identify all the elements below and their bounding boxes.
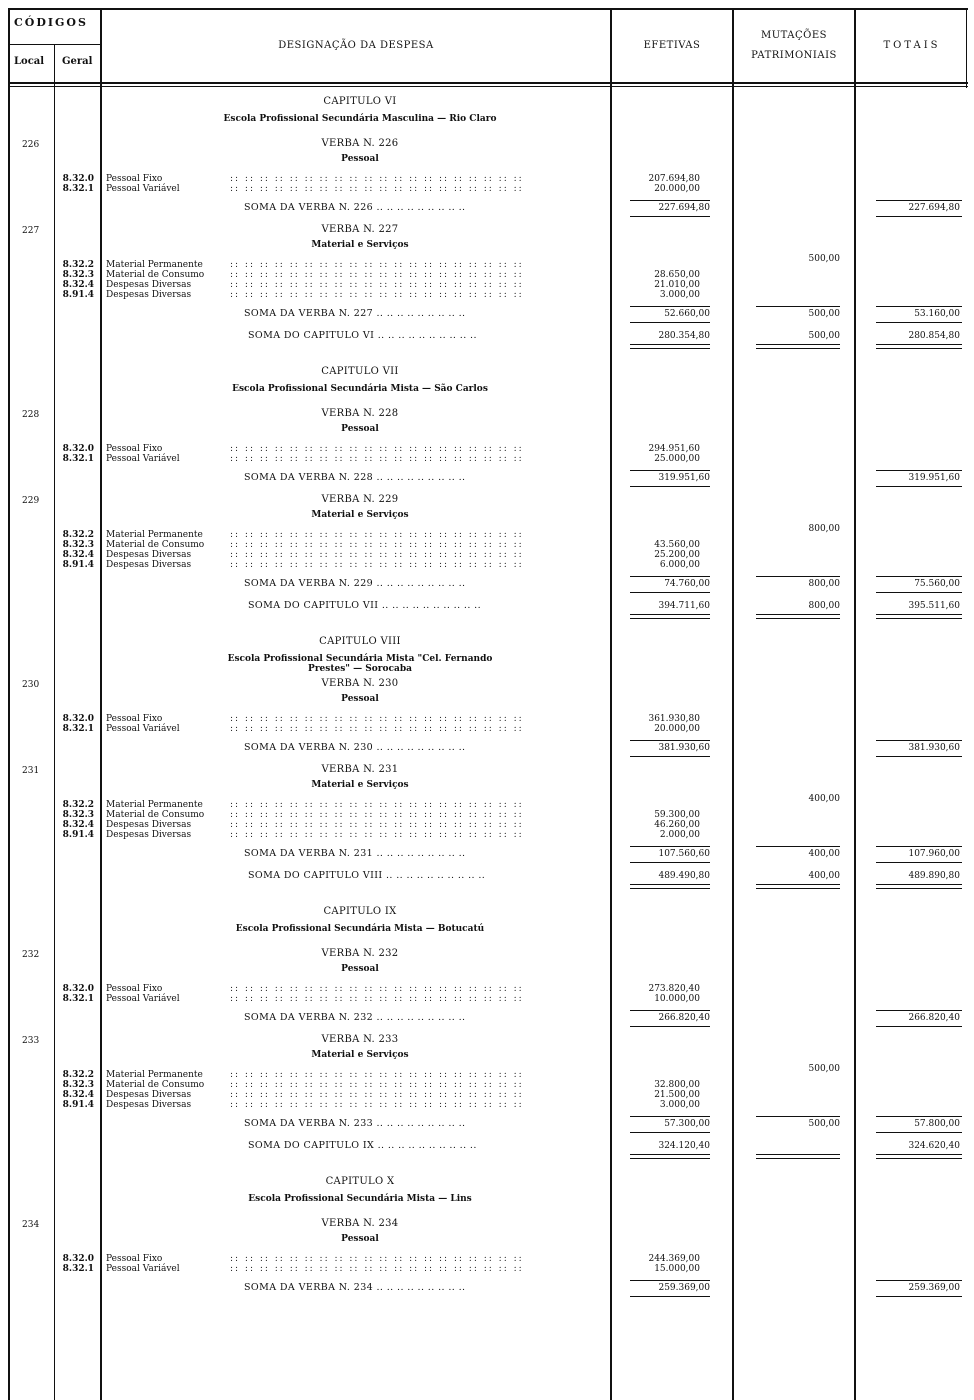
efetivas-value: 21.010,00 — [654, 280, 700, 290]
efetivas-value: 20.000,00 — [654, 184, 700, 194]
patrimoniais-header: PATRIMONIAIS — [751, 50, 837, 61]
subtotal-rule — [876, 322, 962, 323]
local-code: 232 — [22, 950, 40, 960]
subtotal-rule — [876, 1280, 962, 1281]
subtotal-rule — [756, 576, 840, 577]
chapter-rule — [876, 1158, 962, 1159]
soma-mutacoes: 500,00 — [808, 309, 840, 319]
capitulo-total: 324.620,40 — [908, 1141, 960, 1151]
chapter-rule — [756, 884, 840, 885]
geral-code: 8.32.1 — [62, 994, 94, 1004]
soma-verba-label: SOMA DA VERBA N. 227 .. .. .. .. .. .. .. .. .. — [244, 308, 466, 319]
item-label: Pessoal Variável — [106, 184, 180, 194]
chapter-rule — [876, 348, 962, 349]
soma-efetivas: 57.300,00 — [664, 1119, 710, 1129]
subtotal-rule — [630, 1132, 710, 1133]
leader-dots: :: :: :: :: :: :: :: :: :: :: :: :: :: :: :: :: :: :: :: :: — [230, 1080, 524, 1090]
item-label: Pessoal Variável — [106, 1264, 180, 1274]
efetivas-value: 43.560,00 — [654, 540, 700, 550]
mutacoes-value: 500,00 — [808, 1064, 840, 1074]
subtotal-rule — [630, 1280, 710, 1281]
capitulo-mutacoes: 500,00 — [808, 331, 840, 341]
soma-total: 75.560,00 — [914, 579, 960, 589]
efetivas-value: 10.000,00 — [654, 994, 700, 1004]
soma-total: 57.800,00 — [914, 1119, 960, 1129]
item-label: Material Permanente — [106, 800, 203, 810]
verba-subtitle: Material e Serviços — [311, 240, 409, 250]
subtotal-rule — [630, 862, 710, 863]
subtotal-rule — [876, 1026, 962, 1027]
geral-code: 8.32.1 — [62, 1264, 94, 1274]
subtotal-rule — [630, 470, 710, 471]
soma-verba-label: SOMA DA VERBA N. 226 .. .. .. .. .. .. .. .. .. — [244, 202, 466, 213]
verba-title: VERBA N. 231 — [321, 764, 399, 775]
subtotal-rule — [876, 756, 962, 757]
soma-verba-label: SOMA DA VERBA N. 228 .. .. .. .. .. .. .. .. .. — [244, 472, 466, 483]
verba-subtitle: Material e Serviços — [311, 780, 409, 790]
soma-capitulo-label: SOMA DO CAPITULO IX .. .. .. .. .. .. .. .. .. .. — [248, 1140, 477, 1151]
soma-verba-label: SOMA DA VERBA N. 233 .. .. .. .. .. .. .. .. .. — [244, 1118, 466, 1129]
soma-efetivas: 227.694,80 — [658, 203, 710, 213]
subtotal-rule — [876, 216, 962, 217]
efetivas-value: 46.260,00 — [654, 820, 700, 830]
geral-code: 8.32.4 — [62, 280, 94, 290]
chapter-rule — [630, 618, 710, 619]
geral-code: 8.32.3 — [62, 1080, 94, 1090]
local-code: 233 — [22, 1036, 40, 1046]
leader-dots: :: :: :: :: :: :: :: :: :: :: :: :: :: :: :: :: :: :: :: :: — [230, 830, 524, 840]
item-label: Pessoal Variável — [106, 724, 180, 734]
geral-code: 8.32.2 — [62, 1070, 94, 1080]
local-code: 229 — [22, 496, 40, 506]
soma-verba-label: SOMA DA VERBA N. 234 .. .. .. .. .. .. .. .. .. — [244, 1282, 466, 1293]
leader-dots: :: :: :: :: :: :: :: :: :: :: :: :: :: :: :: :: :: :: :: :: — [230, 270, 524, 280]
subtotal-rule — [876, 1296, 962, 1297]
geral-code: 8.32.1 — [62, 454, 94, 464]
item-label: Material de Consumo — [106, 540, 205, 550]
subtotal-rule — [876, 1116, 962, 1117]
efetivas-value: 25.000,00 — [654, 454, 700, 464]
top-rule — [8, 8, 968, 10]
local-code: 227 — [22, 226, 40, 236]
chapter-rule — [630, 888, 710, 889]
efetivas-value: 15.000,00 — [654, 1264, 700, 1274]
leader-dots: :: :: :: :: :: :: :: :: :: :: :: :: :: :: :: :: :: :: :: :: — [230, 184, 524, 194]
efetivas-value: 3.000,00 — [659, 1100, 700, 1110]
subtotal-rule — [630, 486, 710, 487]
leader-dots: :: :: :: :: :: :: :: :: :: :: :: :: :: :: :: :: :: :: :: :: — [230, 290, 524, 300]
subtotal-rule — [876, 740, 962, 741]
leader-dots: :: :: :: :: :: :: :: :: :: :: :: :: :: :: :: :: :: :: :: :: — [230, 800, 524, 810]
geral-code: 8.32.4 — [62, 1090, 94, 1100]
chapter-rule — [876, 618, 962, 619]
chapter-title: CAPITULO X — [325, 1176, 395, 1187]
capitulo-efetivas: 324.120,40 — [658, 1141, 710, 1151]
subtotal-rule — [630, 1010, 710, 1011]
subtotal-rule — [756, 306, 840, 307]
efetivas-value: 207.694,80 — [648, 174, 700, 184]
subtotal-rule — [756, 846, 840, 847]
school-name: Escola Profissional Secundária Mista — São Carlos — [232, 384, 488, 394]
efetivas-value: 20.000,00 — [654, 724, 700, 734]
leader-dots: :: :: :: :: :: :: :: :: :: :: :: :: :: :: :: :: :: :: :: :: — [230, 1090, 524, 1100]
chapter-rule — [630, 1158, 710, 1159]
leader-dots: :: :: :: :: :: :: :: :: :: :: :: :: :: :: :: :: :: :: :: :: — [230, 530, 524, 540]
soma-efetivas: 259.369,00 — [658, 1283, 710, 1293]
subtotal-rule — [630, 740, 710, 741]
soma-verba-label: SOMA DA VERBA N. 230 .. .. .. .. .. .. .. .. .. — [244, 742, 466, 753]
chapter-title: CAPITULO IX — [323, 906, 397, 917]
subtotal-rule — [630, 756, 710, 757]
codigos-header: CÓDIGOS — [14, 16, 88, 29]
local-code: 228 — [22, 410, 40, 420]
item-label: Material de Consumo — [106, 270, 205, 280]
item-label: Material de Consumo — [106, 1080, 205, 1090]
soma-capitulo-label: SOMA DO CAPITULO VII .. .. .. .. .. .. .. .. .. .. — [248, 600, 482, 611]
leader-dots: :: :: :: :: :: :: :: :: :: :: :: :: :: :: :: :: :: :: :: :: — [230, 810, 524, 820]
item-label: Despesas Diversas — [106, 290, 192, 300]
soma-total: 227.694,80 — [908, 203, 960, 213]
verba-title: VERBA N. 228 — [321, 408, 399, 419]
subtotal-rule — [876, 1132, 962, 1133]
verba-subtitle: Pessoal — [341, 1234, 379, 1244]
capitulo-mutacoes: 800,00 — [808, 601, 840, 611]
item-label: Pessoal Variável — [106, 454, 180, 464]
soma-verba-label: SOMA DA VERBA N. 231 .. .. .. .. .. .. .. .. .. — [244, 848, 466, 859]
efetivas-value: 361.930,80 — [648, 714, 700, 724]
leader-dots: :: :: :: :: :: :: :: :: :: :: :: :: :: :: :: :: :: :: :: :: — [230, 1070, 524, 1080]
capitulo-efetivas: 394.711,60 — [658, 601, 710, 611]
local-code: 234 — [22, 1220, 40, 1230]
subtotal-rule — [630, 322, 710, 323]
subtotal-rule — [876, 470, 962, 471]
efetivas-value: 59.300,00 — [654, 810, 700, 820]
geral-header: Geral — [62, 56, 93, 67]
soma-verba-label: SOMA DA VERBA N. 229 .. .. .. .. .. .. .. .. .. — [244, 578, 466, 589]
chapter-title: CAPITULO VII — [321, 366, 399, 377]
mutacoes-value: 800,00 — [808, 524, 840, 534]
efetivas-value: 2.000,00 — [659, 830, 700, 840]
geral-code: 8.32.2 — [62, 260, 94, 270]
leader-dots: :: :: :: :: :: :: :: :: :: :: :: :: :: :: :: :: :: :: :: :: — [230, 1100, 524, 1110]
chapter-rule — [756, 888, 840, 889]
verba-subtitle: Pessoal — [341, 424, 379, 434]
efetivas-header: EFETIVAS — [643, 40, 701, 51]
subtotal-rule — [876, 576, 962, 577]
subtotal-rule — [630, 216, 710, 217]
item-label: Material Permanente — [106, 1070, 203, 1080]
leader-dots: :: :: :: :: :: :: :: :: :: :: :: :: :: :: :: :: :: :: :: :: — [230, 714, 524, 724]
geral-code: 8.32.3 — [62, 540, 94, 550]
soma-total: 107.960,00 — [908, 849, 960, 859]
chapter-rule — [876, 888, 962, 889]
geral-code: 8.32.2 — [62, 530, 94, 540]
chapter-rule — [630, 614, 710, 615]
verba-title: VERBA N. 227 — [321, 224, 399, 235]
efetivas-value: 294.951,60 — [648, 444, 700, 454]
verba-title: VERBA N. 232 — [321, 948, 399, 959]
verba-subtitle: Pessoal — [341, 964, 379, 974]
chapter-rule — [876, 614, 962, 615]
subtotal-rule — [630, 1026, 710, 1027]
geral-code: 8.32.0 — [62, 714, 94, 724]
verba-subtitle: Material e Serviços — [311, 1050, 409, 1060]
geral-code: 8.91.4 — [62, 290, 94, 300]
mutacoes-header: MUTAÇÕES — [760, 30, 827, 41]
subtotal-rule — [876, 306, 962, 307]
verba-subtitle: Pessoal — [341, 154, 379, 164]
geral-code: 8.32.2 — [62, 800, 94, 810]
local-header: Local — [14, 56, 45, 67]
geral-code: 8.91.4 — [62, 830, 94, 840]
item-label: Despesas Diversas — [106, 1090, 192, 1100]
soma-total: 53.160,00 — [914, 309, 960, 319]
chapter-rule — [876, 1154, 962, 1155]
leader-dots: :: :: :: :: :: :: :: :: :: :: :: :: :: :: :: :: :: :: :: :: — [230, 994, 524, 1004]
item-label: Pessoal Fixo — [106, 444, 163, 454]
chapter-rule — [756, 614, 840, 615]
mutacoes-value: 400,00 — [808, 794, 840, 804]
header-rule-1 — [8, 82, 968, 84]
item-label: Despesas Diversas — [106, 820, 192, 830]
soma-capitulo-label: SOMA DO CAPITULO VI .. .. .. .. .. .. .. .. .. .. — [248, 330, 477, 341]
capitulo-total: 280.854,80 — [908, 331, 960, 341]
geral-code: 8.32.1 — [62, 184, 94, 194]
item-label: Pessoal Fixo — [106, 174, 163, 184]
soma-mutacoes: 400,00 — [808, 849, 840, 859]
local-code: 226 — [22, 140, 40, 150]
chapter-rule — [756, 618, 840, 619]
column-rule — [732, 8, 734, 1400]
school-name: Escola Profissional Secundária Mista — Lins — [248, 1194, 472, 1204]
leader-dots: :: :: :: :: :: :: :: :: :: :: :: :: :: :: :: :: :: :: :: :: — [230, 454, 524, 464]
geral-code: 8.32.0 — [62, 444, 94, 454]
efetivas-value: 28.650,00 — [654, 270, 700, 280]
verba-title: VERBA N. 226 — [321, 138, 399, 149]
subtotal-rule — [630, 576, 710, 577]
subtotal-rule — [630, 846, 710, 847]
soma-mutacoes: 800,00 — [808, 579, 840, 589]
leader-dots: :: :: :: :: :: :: :: :: :: :: :: :: :: :: :: :: :: :: :: :: — [230, 1264, 524, 1274]
item-label: Material Permanente — [106, 260, 203, 270]
school-name: Escola Profissional Secundária Masculina — Rio Claro — [223, 114, 497, 124]
chapter-rule — [756, 1158, 840, 1159]
chapter-title: CAPITULO VI — [323, 96, 397, 107]
capitulo-efetivas: 489.490,80 — [658, 871, 710, 881]
efetivas-value: 244.369,00 — [648, 1254, 700, 1264]
soma-capitulo-label: SOMA DO CAPITULO VIII .. .. .. .. .. .. .. .. .. .. — [248, 870, 486, 881]
subtotal-rule — [876, 846, 962, 847]
local-code: 230 — [22, 680, 40, 690]
subtotal-rule — [876, 1010, 962, 1011]
efetivas-value: 273.820,40 — [648, 984, 700, 994]
soma-efetivas: 74.760,00 — [664, 579, 710, 589]
soma-total: 381.930,60 — [908, 743, 960, 753]
soma-mutacoes: 500,00 — [808, 1119, 840, 1129]
soma-efetivas: 319.951,60 — [658, 473, 710, 483]
soma-efetivas: 52.660,00 — [664, 309, 710, 319]
soma-total: 319.951,60 — [908, 473, 960, 483]
leader-dots: :: :: :: :: :: :: :: :: :: :: :: :: :: :: :: :: :: :: :: :: — [230, 820, 524, 830]
leader-dots: :: :: :: :: :: :: :: :: :: :: :: :: :: :: :: :: :: :: :: :: — [230, 174, 524, 184]
local-code: 231 — [22, 766, 40, 776]
chapter-rule — [630, 348, 710, 349]
leader-dots: :: :: :: :: :: :: :: :: :: :: :: :: :: :: :: :: :: :: :: :: — [230, 984, 524, 994]
leader-dots: :: :: :: :: :: :: :: :: :: :: :: :: :: :: :: :: :: :: :: :: — [230, 560, 524, 570]
item-label: Pessoal Fixo — [106, 714, 163, 724]
leader-dots: :: :: :: :: :: :: :: :: :: :: :: :: :: :: :: :: :: :: :: :: — [230, 550, 524, 560]
leader-dots: :: :: :: :: :: :: :: :: :: :: :: :: :: :: :: :: :: :: :: :: — [230, 1254, 524, 1264]
header-rule-2 — [8, 86, 968, 87]
capitulo-efetivas: 280.354,80 — [658, 331, 710, 341]
item-label: Material Permanente — [106, 530, 203, 540]
soma-efetivas: 107.560,60 — [658, 849, 710, 859]
geral-code: 8.32.0 — [62, 1254, 94, 1264]
geral-code: 8.32.4 — [62, 820, 94, 830]
verba-subtitle: Material e Serviços — [311, 510, 409, 520]
subtotal-rule — [876, 862, 962, 863]
column-rule — [8, 8, 10, 1400]
subtotal-rule — [756, 1116, 840, 1117]
column-rule — [100, 8, 102, 1400]
item-label: Pessoal Fixo — [106, 984, 163, 994]
item-label: Pessoal Fixo — [106, 1254, 163, 1264]
column-rule — [610, 8, 612, 1400]
leader-dots: :: :: :: :: :: :: :: :: :: :: :: :: :: :: :: :: :: :: :: :: — [230, 260, 524, 270]
chapter-rule — [630, 1154, 710, 1155]
subtotal-rule — [630, 200, 710, 201]
efetivas-value: 21.500,00 — [654, 1090, 700, 1100]
capitulo-total: 489.890,80 — [908, 871, 960, 881]
subtotal-rule — [876, 486, 962, 487]
column-rule — [966, 8, 967, 88]
subtotal-rule — [876, 200, 962, 201]
designacao-header: DESIGNAÇÃO DA DESPESA — [278, 40, 434, 51]
subtotal-rule — [630, 592, 710, 593]
chapter-rule — [876, 344, 962, 345]
efetivas-value: 3.000,00 — [659, 290, 700, 300]
soma-total: 266.820,40 — [908, 1013, 960, 1023]
item-label: Pessoal Variável — [106, 994, 180, 1004]
soma-total: 259.369,00 — [908, 1283, 960, 1293]
verba-title: VERBA N. 229 — [321, 494, 399, 505]
chapter-rule — [756, 1154, 840, 1155]
item-label: Despesas Diversas — [106, 1100, 192, 1110]
geral-code: 8.91.4 — [62, 1100, 94, 1110]
geral-code: 8.32.3 — [62, 270, 94, 280]
geral-code: 8.32.0 — [62, 984, 94, 994]
subtotal-rule — [876, 592, 962, 593]
verba-title: VERBA N. 230 — [321, 678, 399, 689]
leader-dots: :: :: :: :: :: :: :: :: :: :: :: :: :: :: :: :: :: :: :: :: — [230, 724, 524, 734]
leader-dots: :: :: :: :: :: :: :: :: :: :: :: :: :: :: :: :: :: :: :: :: — [230, 280, 524, 290]
geral-code: 8.91.4 — [62, 560, 94, 570]
leader-dots: :: :: :: :: :: :: :: :: :: :: :: :: :: :: :: :: :: :: :: :: — [230, 444, 524, 454]
geral-code: 8.32.1 — [62, 724, 94, 734]
column-rule — [854, 8, 856, 1400]
item-label: Despesas Diversas — [106, 830, 192, 840]
school-name: Escola Profissional Secundária Mista "Cel. Fernando Prestes" — Sorocaba — [227, 654, 493, 674]
item-label: Despesas Diversas — [106, 280, 192, 290]
capitulo-total: 395.511,60 — [908, 601, 960, 611]
item-label: Material de Consumo — [106, 810, 205, 820]
chapter-rule — [876, 884, 962, 885]
item-label: Despesas Diversas — [106, 560, 192, 570]
chapter-rule — [630, 884, 710, 885]
capitulo-mutacoes: 400,00 — [808, 871, 840, 881]
subtotal-rule — [630, 306, 710, 307]
mutacoes-value: 500,00 — [808, 254, 840, 264]
verba-subtitle: Pessoal — [341, 694, 379, 704]
geral-code: 8.32.4 — [62, 550, 94, 560]
verba-title: VERBA N. 233 — [321, 1034, 399, 1045]
subtotal-rule — [630, 1116, 710, 1117]
subtotal-rule — [630, 1296, 710, 1297]
leader-dots: :: :: :: :: :: :: :: :: :: :: :: :: :: :: :: :: :: :: :: :: — [230, 540, 524, 550]
geral-code: 8.32.3 — [62, 810, 94, 820]
efetivas-value: 6.000,00 — [659, 560, 700, 570]
chapter-title: CAPITULO VIII — [319, 636, 401, 647]
school-name: Escola Profissional Secundária Mista — Botucatú — [235, 924, 485, 934]
soma-efetivas: 381.930,60 — [658, 743, 710, 753]
chapter-rule — [630, 344, 710, 345]
chapter-rule — [756, 344, 840, 345]
geral-code: 8.32.0 — [62, 174, 94, 184]
item-label: Despesas Diversas — [106, 550, 192, 560]
efetivas-value: 25.200,00 — [654, 550, 700, 560]
totais-header: TOTAIS — [883, 40, 941, 51]
soma-verba-label: SOMA DA VERBA N. 232 .. .. .. .. .. .. .. .. .. — [244, 1012, 466, 1023]
verba-title: VERBA N. 234 — [321, 1218, 399, 1229]
efetivas-value: 32.800,00 — [654, 1080, 700, 1090]
soma-efetivas: 266.820,40 — [658, 1013, 710, 1023]
chapter-rule — [756, 348, 840, 349]
